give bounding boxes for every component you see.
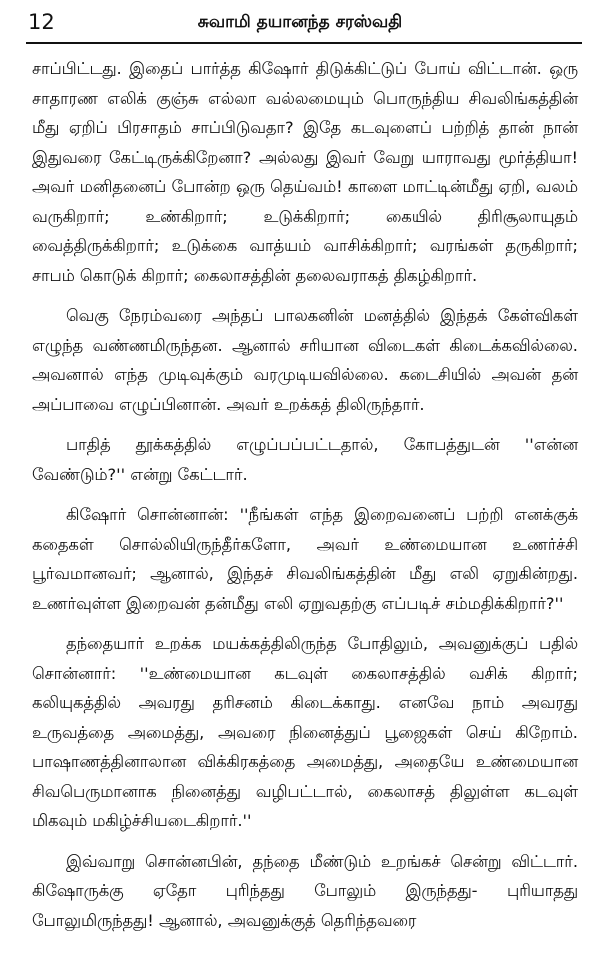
paragraph: வெகு நேரம்வரை அந்தப் பாலகனின் மனத்தில் இந்தக் கேள்விகள் எழுந்த வண்ணமிருந்தன. ஆனால் சரியான விடைகள் கிடைக்கவில்லை. அவனால் எந்த முடிவுக்கும் வரமுடியவில்லை. கடைசியில் அவன் தன் அப்பாவை எழுப்பினான். அவர் உறக்கத் திலிருந்தார். xyxy=(32,306,578,414)
paragraph: பாதித் தூக்கத்தில் எழுப்பப்பட்டதால், கோபத்துடன் ''என்ன வேண்டும்?'' என்று கேட்டார். xyxy=(32,435,578,484)
running-title: சுவாமி தயானந்த சரஸ்வதி xyxy=(197,12,403,32)
page-body xyxy=(32,54,578,946)
header-rule xyxy=(26,42,582,44)
paragraph: இவ்வாறு சொன்னபின், தந்தை மீண்டும் உறங்கச் சென்று விட்டார். கிஷோருக்கு ஏதோ புரிந்தது போலும் இருந்தது- புரியாதது போலுமிருந்தது! ஆனால், அவனுக்குத் தெரிந்தவரை xyxy=(32,851,578,930)
paragraph: கிஷோர் சொன்னான்: ''நீங்கள் எந்த இறைவனைப் பற்றி எனக்குக் கதைகள் சொல்லியிருந்தீர்களோ, அவர் உண்மையான உணர்ச்சி பூர்வமானவர்; ஆனால், இந்தச் சிவலிங்கத்தின் மீது எலி ஏறுகின்றது. உணர்வுள்ள இறைவன் தன்மீது எலி ஏறுவதற்கு எப்படிச் சம்மதிக்கிறார்?'' xyxy=(32,505,578,613)
paragraph: தந்தையார் உறக்க மயக்கத்திலிருந்த போதிலும், அவனுக்குப் பதில் சொன்னார்: ''உண்மையான கடவுள் கைலாசத்தில் வசிக் கிறார்; கலியுகத்தில் அவரது தரிசனம் கிடைக்காது. எனவே நாம் அவரது உருவத்தை அமைத்து, அவரை நினைத்துப் பூஜைகள் செய் கிறோம். பாஷாணத்தினாலான விக்கிரகத்தை அமைத்து, அதையே உண்மையான சிவபெருமானாக நினைத்து வழிபட்டால், கைலாசத் திலுள்ள கடவுள் மிகவும் மகிழ்ச்சியடைகிறார்.'' xyxy=(32,634,578,830)
page-header xyxy=(0,6,600,40)
page-number: 12 xyxy=(28,10,55,34)
paragraph: சாப்பிட்டது. இதைப் பார்த்த கிஷோர் திடுக்கிட்டுப் போய் விட்டான். ஒரு சாதாரண எலிக் குஞ்சு எல்லா வல்லமையும் பொருந்திய சிவலிங்கத்தின் மீது ஏறிப் பிரசாதம் சாப்பிடுவதா? இதே கடவுளைப் பற்றித் தான் நான் இதுவரை கேட்டிருக்கிறேனா? அல்லது இவர் வேறு யாராவது மூர்த்தியா! அவர் மனிதனைப் போன்ற ஒரு தெய்வம்! காளை மாட்டின்மீது ஏறி, வலம் வருகிறார்; உண்கிறார்; உடுக்கிறார்; கையில் திரிசூலாயுதம் வைத்திருக்கிறார்; உடுக்கை வாத்யம் வாசிக்கிறார்; வரங்கள் தருகிறார்; சாபம் கொடுக் கிறார்; கைலாசத்தின் தலைவராகத் திகழ்கிறார். xyxy=(32,59,578,285)
